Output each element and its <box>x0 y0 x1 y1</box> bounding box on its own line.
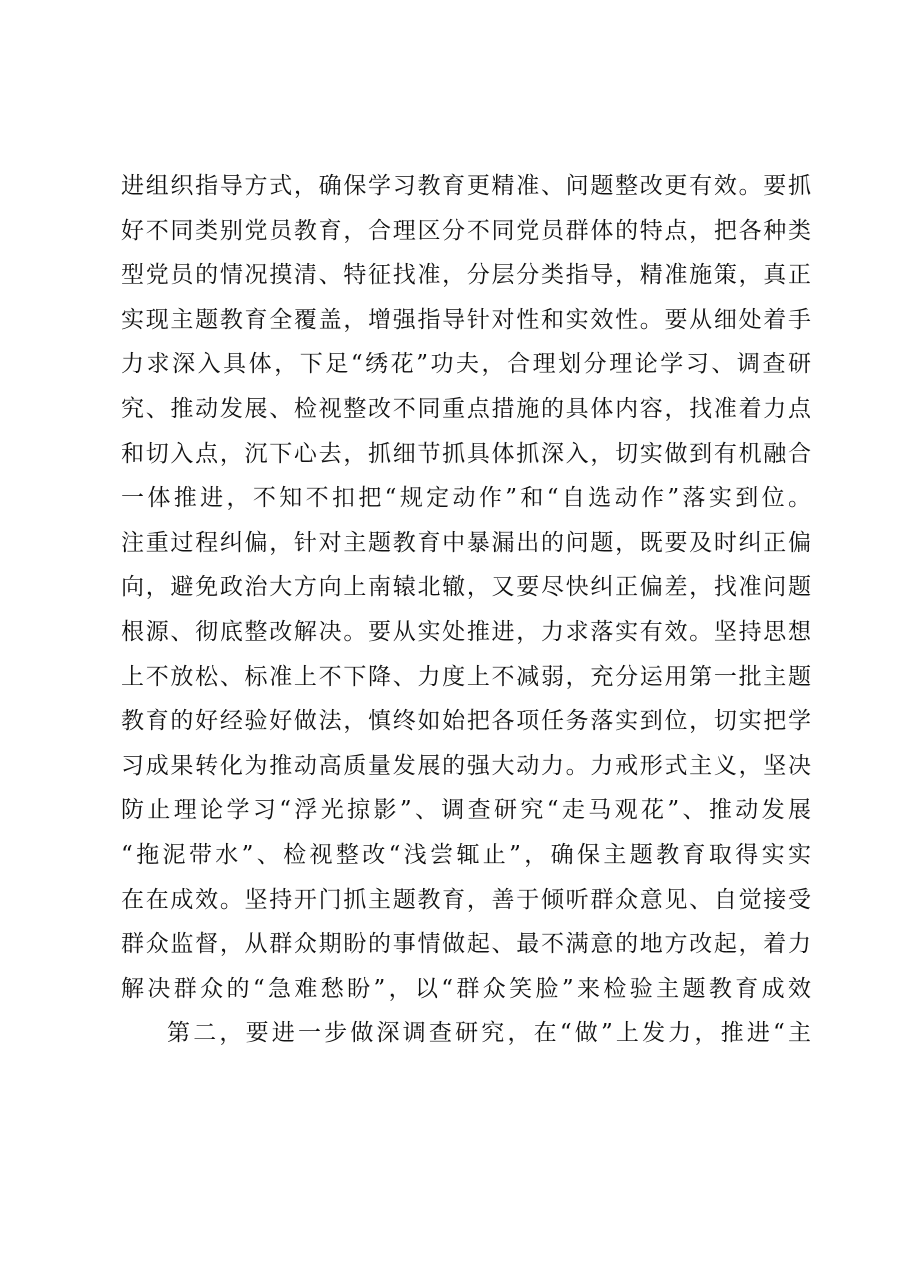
text-line: 防止理论学习“浮光掠影”、调查研究“走马观花”、推动发展 <box>121 797 811 824</box>
text-line: 一体推进，不知不扣把“规定动作”和“自选动作”落实到位。 <box>121 485 811 512</box>
text-line: 力求深入具体，下足“绣花”功夫，合理划分理论学习、调查研 <box>121 351 811 378</box>
text-line: 究、推动发展、检视整改不同重点措施的具体内容，找准着力点 <box>121 395 811 422</box>
text-line: 在在成效。坚持开门抓主题教育，善于倾听群众意见、自觉接受 <box>121 886 811 913</box>
text-line: 和切入点，沉下心去，抓细节抓具体抓深入，切实做到有机融合 <box>121 440 811 467</box>
body-text <box>121 164 811 1056</box>
text-line: 解决群众的“急难愁盼”，以“群众笑脸”来检验主题教育成效 <box>121 975 811 1002</box>
text-line: 上不放松、标准上不下降、力度上不减弱，充分运用第一批主题 <box>121 663 811 690</box>
text-line: 型党员的情况摸清、特征找准，分层分类指导，精准施策，真正 <box>121 262 811 289</box>
text-line: 第二，要进一步做深调查研究，在“做”上发力，推进“主 <box>167 1020 811 1047</box>
text-line: 进组织指导方式，确保学习教育更精准、问题整改更有效。要抓 <box>121 173 811 199</box>
text-line: 向，避免政治大方向上南辕北辙，又要尽快纠正偏差，找准问题 <box>121 574 811 601</box>
text-line: 注重过程纠偏，针对主题教育中暴漏出的问题，既要及时纠正偏 <box>121 529 811 556</box>
text-line: 好不同类别党员教育，合理区分不同党员群体的特点，把各种类 <box>121 217 811 244</box>
text-line: 实现主题教育全覆盖，增强指导针对性和实效性。要从细处着手 <box>121 306 811 333</box>
text-line: 群众监督，从群众期盼的事情做起、最不满意的地方改起，着力 <box>121 931 811 958</box>
text-line: 习成果转化为推动高质量发展的强大动力。力戒形式主义，坚决 <box>121 752 811 779</box>
text-line: 根源、彻底整改解决。要从实处推进，力求落实有效。坚持思想 <box>121 618 811 645</box>
text-line: “拖泥带水”、检视整改“浅尝辄止”，确保主题教育取得实实 <box>121 841 811 868</box>
text-line: 教育的好经验好做法，慎终如始把各项任务落实到位，切实把学 <box>121 708 811 735</box>
